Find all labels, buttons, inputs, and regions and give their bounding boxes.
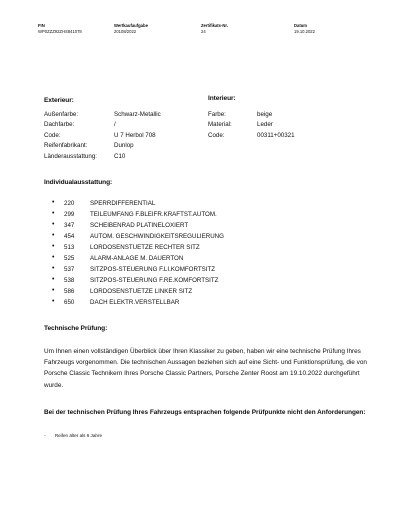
interieur-title: Interieur: <box>208 95 236 102</box>
finding-text: Reifen älter als 6 Jahre <box>54 433 103 438</box>
interieur-label: Code: <box>208 131 225 139</box>
bullet-icon: • <box>52 243 55 250</box>
option-code: 220 <box>64 200 75 207</box>
exterieur-labels <box>44 110 97 162</box>
exterieur-value: U 7 Herbol 708 <box>114 131 156 139</box>
option-code: 513 <box>64 244 75 251</box>
option-code: 538 <box>64 277 75 284</box>
technical-line: Um Ihnen einen vollständigen Überblick über Ihren Klassiker zu geben, haben wir eine technische Prüfung Ihres <box>44 348 361 355</box>
finding-item <box>44 433 102 438</box>
exterieur-value: Schwarz-Metallic <box>114 111 161 118</box>
bullet-icon: • <box>52 210 55 217</box>
header-datum-label: Datum <box>294 23 308 28</box>
exterieur-values <box>114 110 161 162</box>
header-cert-label: Zertifikats-Nr. <box>201 23 228 28</box>
exterieur-label: Länderausstattung: <box>44 152 97 160</box>
bullet-icon: • <box>52 265 55 272</box>
header-date-label: Wertkaufaufgabe <box>114 23 148 28</box>
option-desc: SCHEIBENRAD PLATINELOXIERT <box>90 222 189 229</box>
bullet-icon: • <box>52 298 55 305</box>
interieur-values <box>257 110 295 141</box>
option-code: 537 <box>64 266 75 273</box>
bullet-icon: • <box>52 221 55 228</box>
exterieur-label: Reifenfabrikant: <box>44 142 88 150</box>
header-cert <box>201 23 228 35</box>
header-fin <box>38 23 82 35</box>
interieur-labels <box>208 110 232 141</box>
technical-paragraph <box>44 346 374 391</box>
exterieur-value: / <box>114 121 116 129</box>
technical-line: Fahrzeugs vorgenommen. Die technischen Aussagen beziehen sich auf eine Sicht- und Funktionsprüfung, die von <box>44 359 367 367</box>
option-code: 525 <box>64 255 75 262</box>
option-code: 347 <box>64 222 75 229</box>
technical-line: wurde. <box>44 381 64 389</box>
option-code: 586 <box>64 288 75 295</box>
option-code: 454 <box>64 233 75 240</box>
option-desc: SITZPOS-STEUERUNG F.RE.KOMFORTSITZ <box>90 277 219 284</box>
option-desc: SPERRDIFFERENTIAL <box>90 200 156 207</box>
exterieur-label: Code: <box>44 131 61 139</box>
option-desc: LORDOSENSTUETZE RECHTER SITZ <box>90 244 200 251</box>
header-date <box>114 23 148 35</box>
dash-icon: - <box>44 433 46 438</box>
findings-title: Bei der technischen Prüfung Ihres Fahrzeugs entsprachen folgende Prüfpunkte nicht den Anforderungen: <box>44 409 366 416</box>
option-desc: DACH ELEKTR.VERSTELLBAR <box>90 299 180 306</box>
bullet-icon: • <box>52 276 55 283</box>
options-title: Individualausstattung: <box>44 179 113 186</box>
bullet-icon: • <box>52 199 55 206</box>
bullet-icon: • <box>52 232 55 239</box>
exterieur-label: Außenfarbe: <box>44 111 79 118</box>
interieur-label: Material: <box>208 121 232 129</box>
interieur-value: 00311+00321 <box>257 131 295 139</box>
bullet-icon: • <box>52 287 55 294</box>
technical-title: Technische Prüfung: <box>44 325 108 332</box>
interieur-label: Farbe: <box>208 111 226 118</box>
exterieur-value: Dunlop <box>114 142 134 150</box>
interieur-value: beige <box>257 111 273 118</box>
option-desc: LORDOSENSTUETZE LINKER SITZ <box>90 288 193 295</box>
option-desc: AUTOM. GESCHWINDIGKEITSREGULIERUNG <box>90 233 224 240</box>
option-code: 650 <box>64 299 75 306</box>
option-desc: ALARM-ANLAGE M. DAUERTON <box>90 255 184 262</box>
header-cert-value: 24 <box>201 29 206 34</box>
technical-line: Porsche Classic Technikern Ihres Porsche Classic Partners, Porsche Zenter Roost am 19.10.2022 durchgeführt <box>44 370 360 378</box>
interieur-value: Leder <box>257 121 273 129</box>
exterieur-title: Exterieur: <box>44 97 74 104</box>
option-code: 299 <box>64 211 75 218</box>
exterieur-label: Dachfarbe: <box>44 121 75 129</box>
header-fin-value: WP0ZZZ92ZHS841078 <box>38 29 82 34</box>
header-datum-value: 19.10.2022 <box>294 29 315 34</box>
header-datum <box>294 23 315 35</box>
option-desc: SITZPOS-STEUERUNG F.LI.KOMFORTSITZ <box>90 266 216 273</box>
header-fin-label: FIN <box>38 23 45 28</box>
exterieur-value: C10 <box>114 152 126 160</box>
option-desc: TEILEUMFANG F.BLEIFR.KRAFTST.AUTOM. <box>90 211 217 218</box>
header-date-value: 20108/2022 <box>114 29 137 34</box>
bullet-icon: • <box>52 254 55 261</box>
